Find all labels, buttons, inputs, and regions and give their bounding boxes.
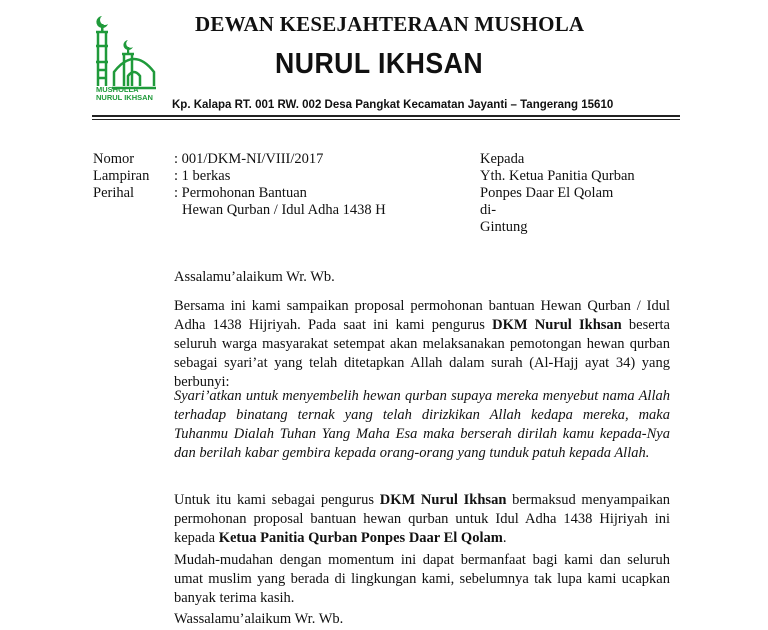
header-divider-thin <box>92 119 680 120</box>
logo-caption-line1: MUSHOLLA <box>96 85 139 94</box>
lampiran-value: : 1 berkas <box>174 168 231 184</box>
p2-text-b: bermaksud menyampaikan permohonan proposal bantuan hewan qurban untuk Idul Adha 1438 Hijriyah ini kepada <box>174 492 671 546</box>
recipient-name: Yth. Ketua Panitia Qurban <box>480 168 635 184</box>
greeting: Assalamu’alaikum Wr. Wb. <box>174 269 335 285</box>
lampiran-label: Lampiran <box>93 168 150 184</box>
p2-bold-1: DKM Nurul Ikhsan <box>379 492 507 508</box>
p1-bold: DKM Nurul Ikhsan <box>492 317 622 333</box>
perihal-value: : Permohonan Bantuan <box>174 185 307 201</box>
p1-text-a: Bersama ini kami sampaikan proposal permohonan bantuan Hewan Qurban / Idul Adha 1438 Hijriyah. Pada saat ini kami pengurus <box>174 298 670 333</box>
header-divider <box>92 115 680 117</box>
logo-caption <box>96 86 166 102</box>
p2-bold-2: Ketua Panitia Qurban Ponpes Daar El Qolam <box>218 530 503 546</box>
recipient-institution: Ponpes Daar El Qolam <box>480 185 614 201</box>
p2-text-a: Untuk itu kami sebagai pengurus <box>174 492 380 508</box>
quran-quote: Syari’atkan untuk menyembelih hewan qurban supaya mereka menyebut nama Allah terhadap binatang ternak yang telah dirizkikan Allah kedapa mereka, maka Tuhanmu Dialah Tuhan Yang Maha Esa maka berserah dirilah kamu kepada-Nya dan berilah kabar gembira kepada orang-orang yang tunduk patuh kepada Allah. <box>174 388 670 461</box>
p2-text-c: . <box>502 530 507 546</box>
organization-address: Kp. Kalapa RT. 001 RW. 002 Desa Pangkat Kecamatan Jayanti – Tangerang 15610 <box>172 99 614 111</box>
logo-caption-line2: NURUL IKHSAN <box>96 93 153 102</box>
recipient-kepada: Kepada <box>480 151 525 167</box>
nomor-label: Nomor <box>93 151 135 167</box>
perihal-label: Perihal <box>93 185 135 201</box>
perihal-value-cont: Hewan Qurban / Idul Adha 1438 H <box>182 202 386 218</box>
closing: Wassalamu’alaikum Wr. Wb. <box>174 611 344 627</box>
paragraph-3: Mudah-mudahan dengan momentum ini dapat bermanfaat bagi kami dan seluruh umat muslim yang berada di lingkungan kami, sebelumnya tak lupa kami ucapkan banyak terima kasih. <box>174 552 670 606</box>
nomor-value: : 001/DKM-NI/VIII/2017 <box>174 151 324 167</box>
paragraph-2 <box>174 491 670 548</box>
organization-name: DEWAN KESEJAHTERAAN MUSHOLA <box>195 12 585 36</box>
recipient-di: di- <box>480 202 497 218</box>
organization-title: NURUL IKHSAN <box>275 48 484 80</box>
p1-text-b: beserta seluruh warga masyarakat setempat akan melaksanakan pemotongan hewan qurban sebagai syari’at yang telah ditetapkan Allah dalam surah (Al-Hajj ayat 34) yang berbunyi: <box>174 317 670 390</box>
recipient-location: Gintung <box>480 219 528 235</box>
paragraph-1 <box>174 297 670 392</box>
